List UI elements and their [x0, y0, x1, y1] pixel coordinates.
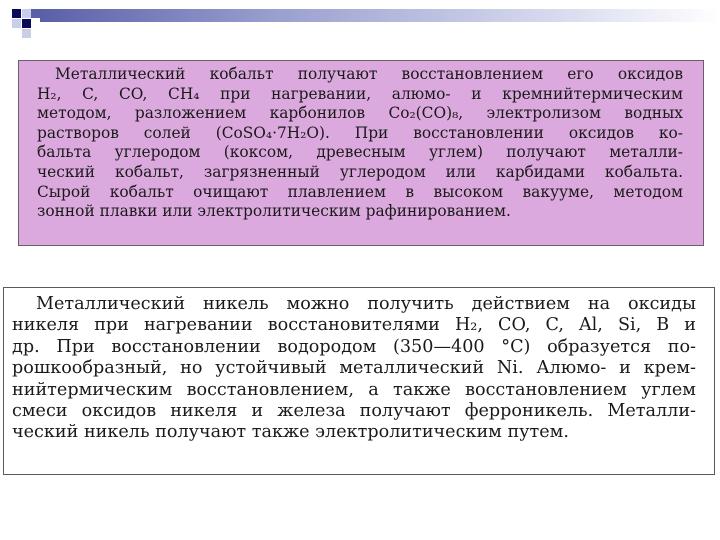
cobalt-text-block — [18, 60, 704, 246]
text-line: растворов солей (CoSO₄·7H₂O). При восстановлении оксидов ко- — [37, 123, 683, 142]
decor-square — [22, 29, 31, 38]
text-line: H₂, C, CO, CH₄ при нагревании, алюмо- и кремнийтермическим — [37, 84, 683, 103]
text-line: ческий кобальт, загрязненный углеродом или карбидами кобальта. — [37, 162, 683, 181]
decor-square — [12, 19, 21, 28]
text-line: нийтермическим восстановлением, а также восстановлением углем — [12, 379, 696, 400]
text-line: зонной плавки или электролитическим рафинированием. — [37, 202, 511, 221]
text-line: бальта углеродом (коксом, древесным углем) получают металли- — [37, 143, 683, 162]
text-line: Сырой кобальт очищают плавлением в высоком вакууме, методом — [37, 182, 683, 201]
nickel-text-block — [3, 287, 715, 475]
decor-square — [22, 9, 31, 18]
text-line: ческий никель получают также электролитическим путем. — [12, 422, 569, 443]
text-line: др. При восстановлении водородом (350—400 °C) образуется по- — [12, 336, 696, 357]
text-line: Металлический никель можно получить действием на оксиды — [36, 294, 696, 314]
decor-square — [22, 19, 31, 28]
text-line: рошкообразный, но устойчивый металлический Ni. Алюмо- и крем- — [12, 358, 696, 379]
decor-square — [12, 9, 21, 18]
text-line: никеля при нагревании восстановителями H₂, CO, C, Al, Si, B и — [12, 315, 696, 336]
decor-square — [31, 9, 40, 18]
text-line: смеси оксидов никеля и железа получают ферроникель. Металли- — [12, 401, 696, 422]
text-line: методом, разложением карбонилов Co₂(CO)₈, электролизом водных — [37, 104, 683, 123]
text-line: Металлический кобальт получают восстановлением его оксидов — [55, 65, 683, 83]
title-bar-decoration — [40, 9, 720, 22]
